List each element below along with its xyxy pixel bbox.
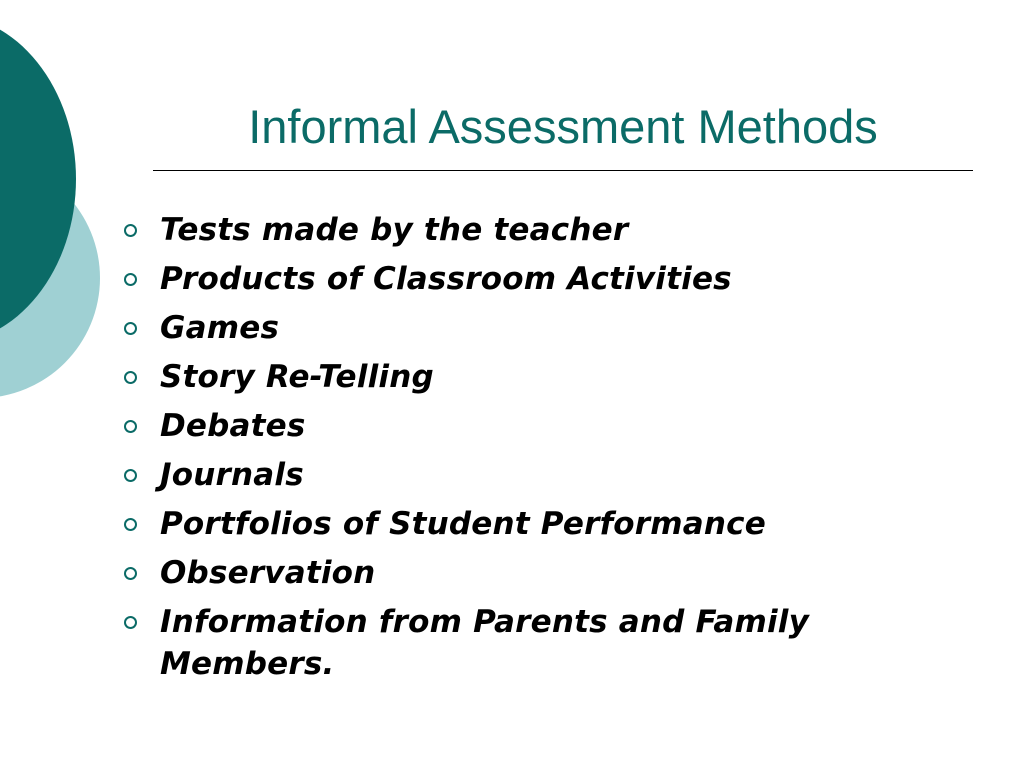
list-item	[122, 601, 902, 685]
list-item	[122, 356, 902, 398]
list-item-label: Games	[160, 310, 280, 346]
list-item-label: Tests made by the teacher	[160, 212, 629, 248]
bullet-list	[122, 209, 902, 692]
list-item-label: Products of Classroom Activities	[160, 261, 732, 297]
title-divider	[153, 170, 973, 171]
hollow-circle-icon	[124, 518, 137, 531]
list-item	[122, 209, 902, 251]
hollow-circle-icon	[124, 273, 137, 286]
hollow-circle-icon	[124, 420, 137, 433]
hollow-circle-icon	[124, 567, 137, 580]
list-item	[122, 503, 902, 545]
slide-title: Informal Assessment Methods	[248, 100, 878, 153]
hollow-circle-icon	[124, 469, 137, 482]
hollow-circle-icon	[124, 322, 137, 335]
list-item-label: Journals	[160, 457, 304, 493]
list-item	[122, 405, 902, 447]
hollow-circle-icon	[124, 371, 137, 384]
list-item-label: Portfolios of Student Performance	[160, 506, 766, 542]
list-item	[122, 258, 902, 300]
list-item-label: Story Re-Telling	[160, 359, 434, 395]
list-item-label: Information from Parents and Family Members.	[160, 604, 810, 682]
list-item-label: Debates	[160, 408, 306, 444]
hollow-circle-icon	[124, 616, 137, 629]
list-item	[122, 552, 902, 594]
list-item	[122, 307, 902, 349]
hollow-circle-icon	[124, 224, 137, 237]
list-item	[122, 454, 902, 496]
list-item-label: Observation	[160, 555, 376, 591]
